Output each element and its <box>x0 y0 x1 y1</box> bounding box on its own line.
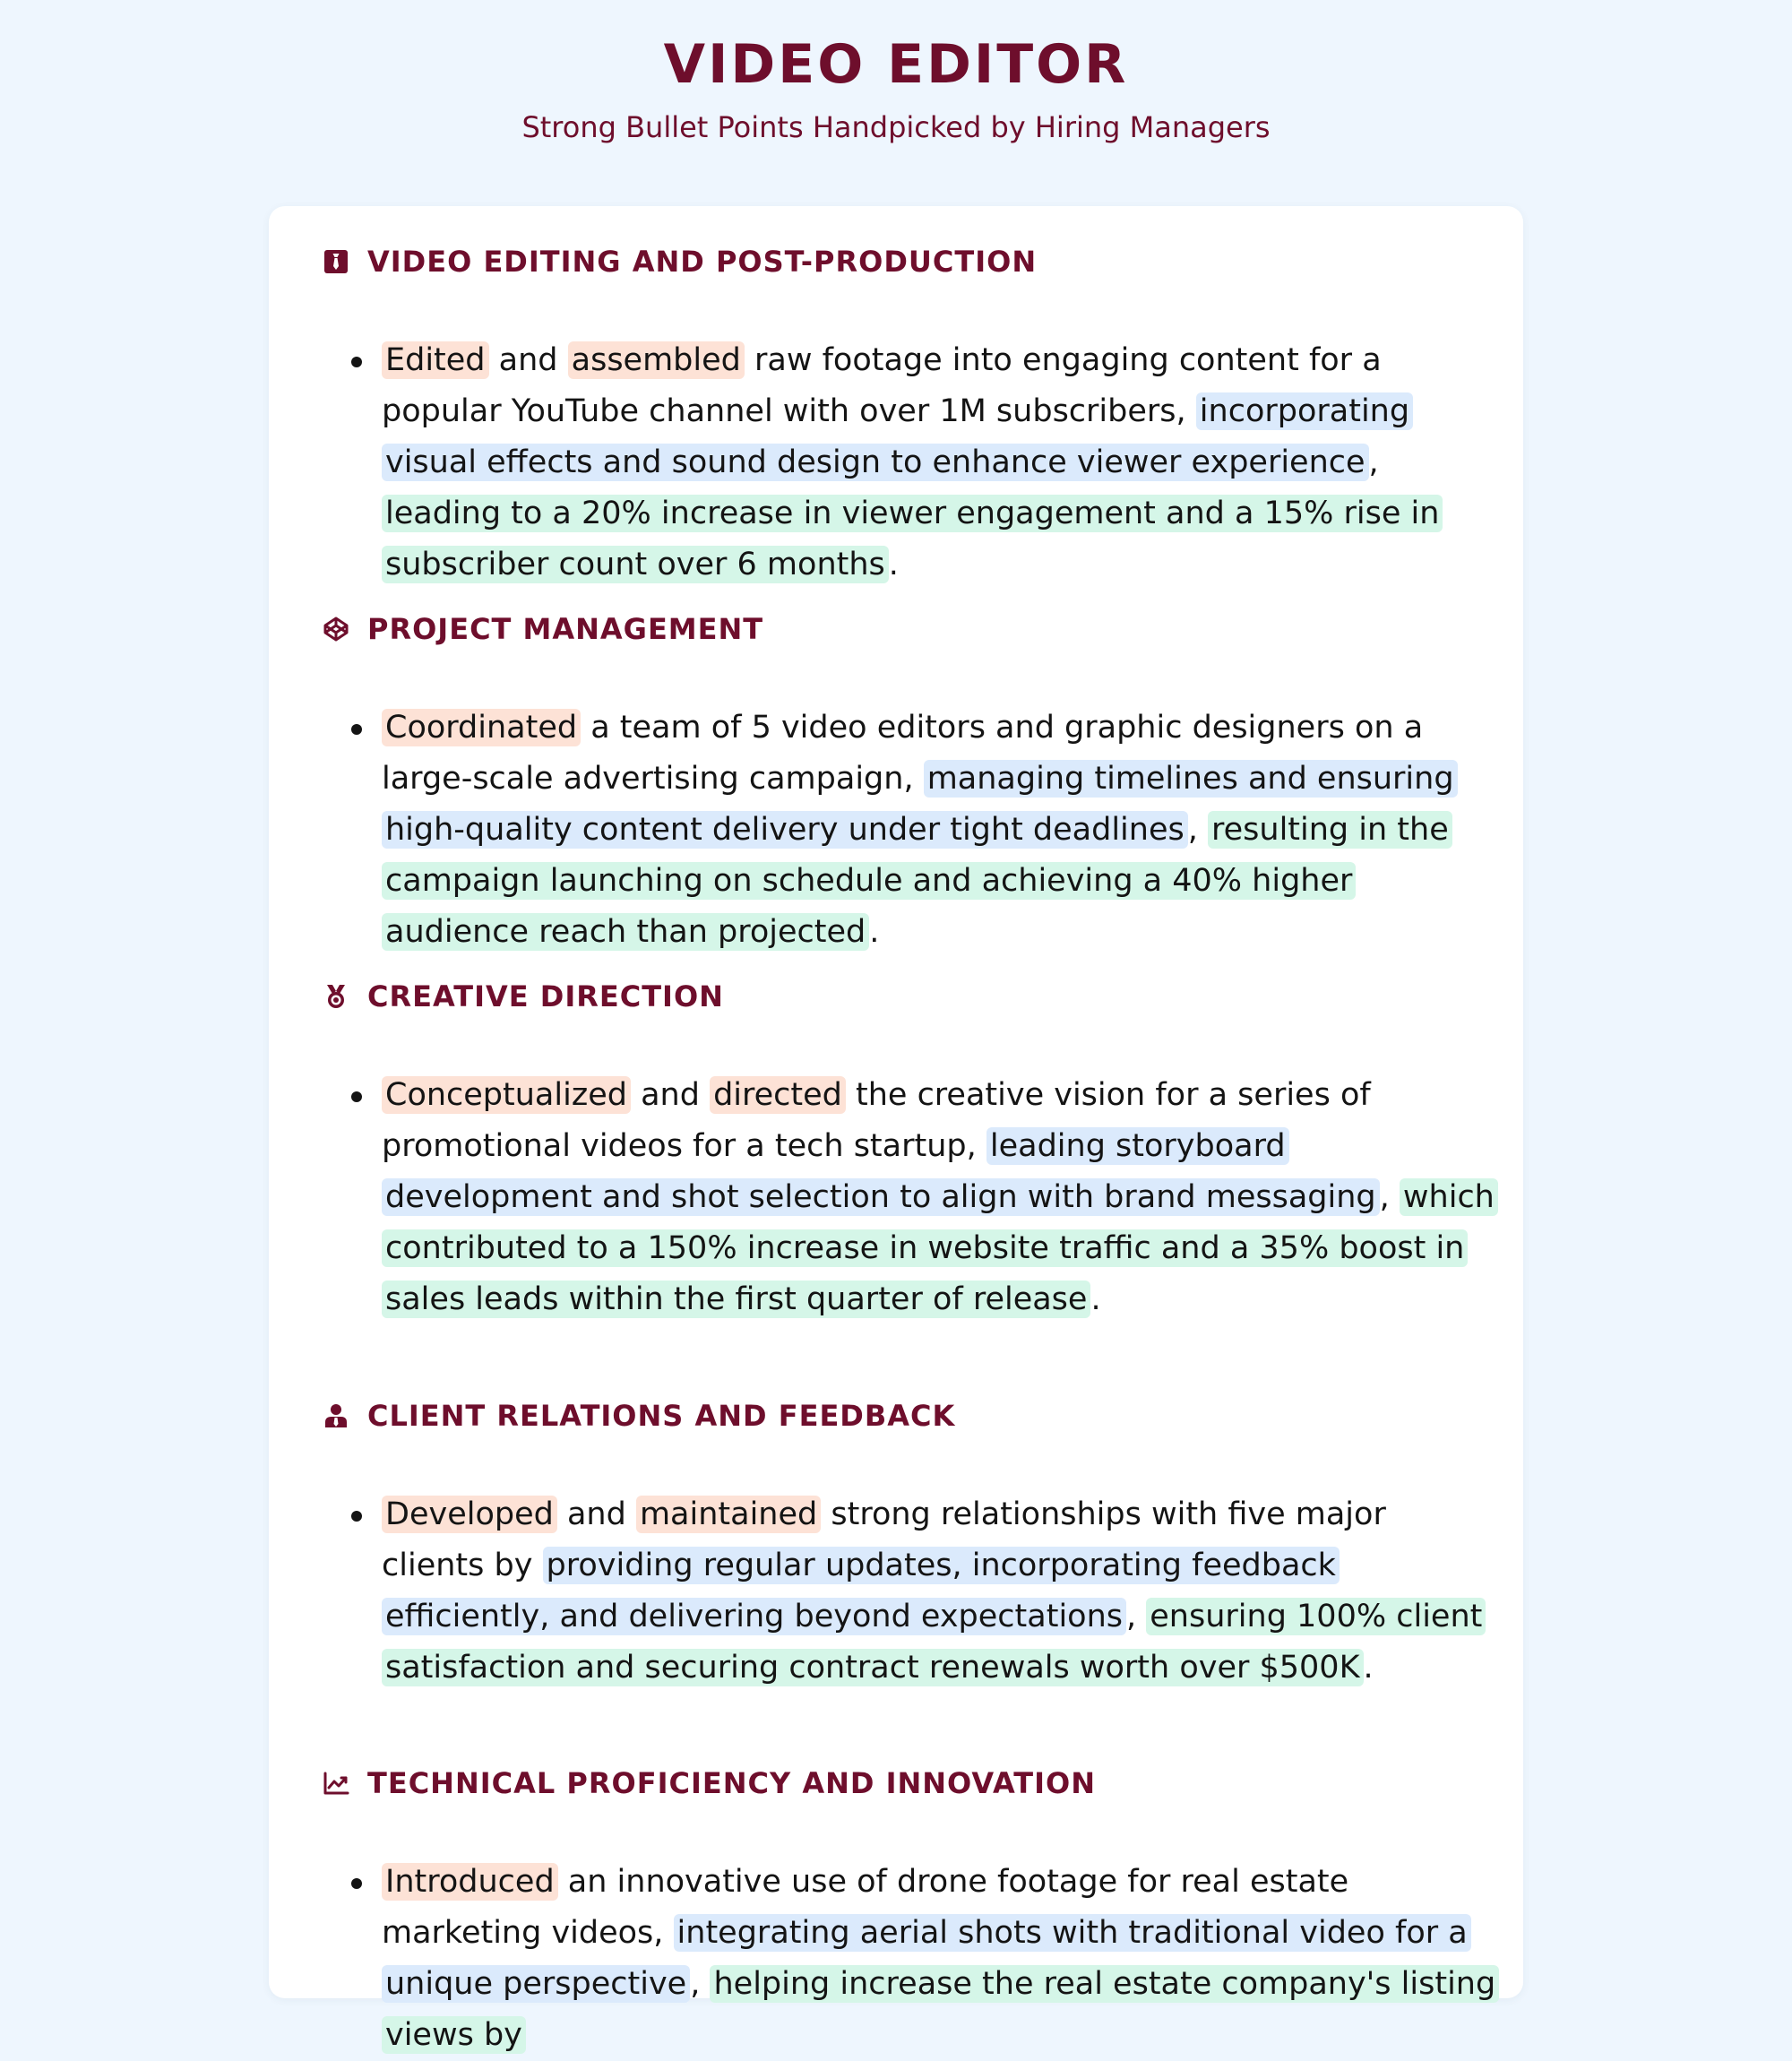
bullet-list <box>323 1070 1496 1325</box>
section-title: VIDEO EDITING AND POST-PRODUCTION <box>367 245 1038 279</box>
section-title: PROJECT MANAGEMENT <box>367 612 764 646</box>
codepen-icon <box>323 616 349 642</box>
bullet-text: and <box>488 342 568 378</box>
section-heading <box>323 979 1496 1014</box>
bullet-text: . <box>1090 1281 1101 1317</box>
bullet-text: and <box>556 1496 636 1532</box>
action-verb-highlight: Coordinated <box>382 709 581 746</box>
section-title: TECHNICAL PROFICIENCY AND INNOVATION <box>367 1766 1096 1800</box>
bullet-point <box>323 1857 1496 2061</box>
section-creative-direction <box>323 979 1496 1325</box>
bullet-text: , <box>1368 444 1379 480</box>
result-highlight: helping increase the real estate company's listing views by <box>382 1965 1499 2054</box>
action-verb-highlight: Developed <box>382 1496 557 1533</box>
bullet-text: , <box>1379 1179 1400 1215</box>
medal-icon <box>323 983 349 1010</box>
action-verb-highlight: Edited <box>382 341 489 379</box>
bullet-dot <box>351 724 362 735</box>
bullet-point <box>323 1489 1496 1694</box>
action-verb-highlight: Conceptualized <box>382 1076 631 1114</box>
bullet-dot <box>351 357 362 367</box>
method-highlight: providing regular updates, incorporating feedback efficiently, and delivering beyond expectations <box>382 1547 1340 1635</box>
bullet-dot <box>351 1511 362 1522</box>
bullet-text: the creative vision for a series of promotional videos for a tech startup, <box>382 1077 1371 1164</box>
section-technical-proficiency <box>323 1765 1496 2061</box>
section-title: CREATIVE DIRECTION <box>367 979 724 1013</box>
method-highlight: integrating aerial shots with traditional video for a unique perspective <box>382 1914 1471 2003</box>
bullet-list <box>323 335 1496 591</box>
action-verb-highlight: directed <box>710 1076 846 1114</box>
user-tie-icon <box>323 1402 349 1429</box>
page-header <box>0 0 1792 145</box>
bullet-text: and <box>630 1077 711 1113</box>
bullet-list <box>323 1489 1496 1694</box>
tie-icon <box>323 248 349 275</box>
bullet-text: , <box>1187 812 1208 848</box>
bullet-dot <box>351 1878 362 1889</box>
method-highlight: incorporating visual effects and sound design to enhance viewer experience <box>382 392 1413 481</box>
section-heading <box>323 1765 1496 1801</box>
section-heading <box>323 1398 1496 1434</box>
action-verb-highlight: assembled <box>568 341 745 379</box>
bullet-text: . <box>888 547 899 582</box>
bullet-list <box>323 703 1496 958</box>
bullet-text: a team of 5 video editors and graphic designers on a large-scale advertising campaign, <box>382 710 1424 797</box>
bullet-text: raw footage into engaging content for a popular YouTube channel with over 1M subscribers, <box>382 342 1382 429</box>
result-highlight: leading to a 20% increase in viewer engagement and a 15% rise in subscriber count over 6 months <box>382 495 1443 583</box>
bullet-text: , <box>1126 1599 1147 1634</box>
bullet-text: strong relationships with five major clients by <box>382 1496 1386 1583</box>
section-title: CLIENT RELATIONS AND FEEDBACK <box>367 1399 956 1433</box>
section-client-relations <box>323 1398 1496 1694</box>
bullet-text: . <box>869 914 880 950</box>
method-highlight: managing timelines and ensuring high-quality content delivery under tight deadlines <box>382 760 1458 849</box>
section-heading <box>323 244 1496 280</box>
result-highlight: which contributed to a 150% increase in website traffic and a 35% boost in sales leads within the first quarter of release <box>382 1178 1498 1318</box>
bullet-dot <box>351 1091 362 1102</box>
page-subtitle: Strong Bullet Points Handpicked by Hiring Managers <box>521 110 1271 144</box>
bullet-text: , <box>690 1966 711 2002</box>
bullet-list <box>323 1857 1496 2061</box>
bullet-point <box>323 1070 1496 1325</box>
bullet-text: . <box>1363 1650 1374 1686</box>
page-title: VIDEO EDITOR <box>663 33 1129 96</box>
section-video-editing <box>323 244 1496 591</box>
chart-line-icon <box>323 1770 349 1797</box>
action-verb-highlight: Introduced <box>382 1863 558 1901</box>
section-heading <box>323 611 1496 647</box>
method-highlight: leading storyboard development and shot selection to align with brand messaging <box>382 1127 1380 1216</box>
bullet-points-card <box>269 206 1523 2053</box>
section-project-management <box>323 611 1496 958</box>
bullet-point <box>323 703 1496 958</box>
bullet-point <box>323 335 1496 591</box>
result-highlight: ensuring 100% client satisfaction and securing contract renewals worth over $500K <box>382 1598 1486 1686</box>
result-highlight: resulting in the campaign launching on schedule and achieving a 40% higher audience reach than projected <box>382 811 1452 951</box>
bullet-text: an innovative use of drone footage for real estate marketing videos, <box>382 1864 1349 1951</box>
action-verb-highlight: maintained <box>636 1496 821 1533</box>
